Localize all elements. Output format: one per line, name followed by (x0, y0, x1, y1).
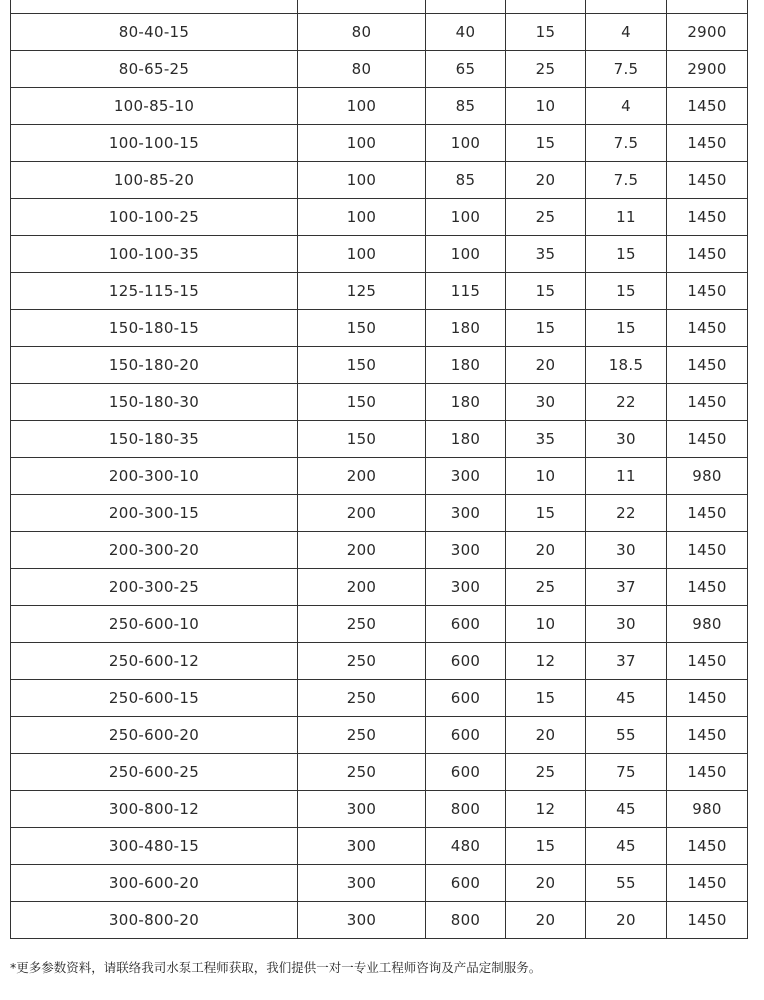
table-row (11, 310, 748, 347)
cell-power: 55 (586, 865, 667, 902)
cell-model: 80-65-25 (11, 51, 298, 88)
table-row (11, 495, 748, 532)
cell-power: 45 (586, 828, 667, 865)
cell-head: 20 (506, 717, 586, 754)
table-row (11, 828, 748, 865)
cell-diameter: 150 (298, 421, 426, 458)
table-row (11, 902, 748, 939)
cell-model: 300-800-12 (11, 791, 298, 828)
table-row (11, 421, 748, 458)
cell-model: 80-40-15 (11, 14, 298, 51)
cell-flow: 115 (426, 273, 506, 310)
cell-flow: 300 (426, 532, 506, 569)
cell-flow: 300 (426, 458, 506, 495)
cell-power: 30 (586, 421, 667, 458)
cell-power: 55 (586, 717, 667, 754)
table-row (11, 273, 748, 310)
cell-diameter: 150 (298, 347, 426, 384)
table-row (11, 606, 748, 643)
cell-diameter: 250 (298, 606, 426, 643)
cell-head: 15 (506, 125, 586, 162)
cell-diameter: 100 (298, 162, 426, 199)
table-row (11, 754, 748, 791)
cell-flow: 180 (426, 310, 506, 347)
cell-speed (667, 0, 748, 14)
cell-head: 12 (506, 643, 586, 680)
cell-diameter: 250 (298, 680, 426, 717)
cell-speed: 1450 (667, 236, 748, 273)
cell-speed: 1450 (667, 347, 748, 384)
cell-model: 150-180-20 (11, 347, 298, 384)
cell-power: 15 (586, 273, 667, 310)
cell-diameter: 300 (298, 791, 426, 828)
cell-head: 25 (506, 569, 586, 606)
cell-head: 35 (506, 421, 586, 458)
cell-power: 22 (586, 384, 667, 421)
cell-model: 125-115-15 (11, 273, 298, 310)
cell-diameter: 200 (298, 495, 426, 532)
cell-power (586, 0, 667, 14)
cell-flow: 180 (426, 384, 506, 421)
cell-flow: 600 (426, 865, 506, 902)
cell-flow: 600 (426, 606, 506, 643)
cell-model: 100-100-25 (11, 199, 298, 236)
cell-speed: 1450 (667, 384, 748, 421)
cell-flow: 480 (426, 828, 506, 865)
cell-model: 300-600-20 (11, 865, 298, 902)
cell-speed: 980 (667, 606, 748, 643)
cell-model: 200-300-15 (11, 495, 298, 532)
cell-head: 15 (506, 680, 586, 717)
cell-diameter: 250 (298, 717, 426, 754)
cell-flow: 180 (426, 347, 506, 384)
cell-head: 15 (506, 14, 586, 51)
cell-flow: 600 (426, 754, 506, 791)
cell-head: 20 (506, 532, 586, 569)
cell-model: 300-480-15 (11, 828, 298, 865)
cell-speed: 1450 (667, 310, 748, 347)
cell-speed: 1450 (667, 199, 748, 236)
cell-diameter: 200 (298, 458, 426, 495)
cell-diameter: 250 (298, 643, 426, 680)
cell-speed: 1450 (667, 532, 748, 569)
cell-diameter: 200 (298, 532, 426, 569)
cell-speed: 1450 (667, 162, 748, 199)
cell-model: 300-800-20 (11, 902, 298, 939)
cell-power: 75 (586, 754, 667, 791)
cell-head: 15 (506, 273, 586, 310)
cell-diameter: 100 (298, 199, 426, 236)
cell-head: 15 (506, 495, 586, 532)
cell-head (506, 0, 586, 14)
cell-model (11, 0, 298, 14)
cell-diameter: 300 (298, 828, 426, 865)
spec-table-body (11, 0, 748, 939)
cell-model: 100-100-35 (11, 236, 298, 273)
cell-speed: 2900 (667, 51, 748, 88)
cell-power: 20 (586, 902, 667, 939)
cell-head: 20 (506, 347, 586, 384)
cell-model: 200-300-25 (11, 569, 298, 606)
cell-head: 10 (506, 606, 586, 643)
table-row (11, 643, 748, 680)
cell-model: 100-85-10 (11, 88, 298, 125)
table-row (11, 199, 748, 236)
table-row (11, 0, 748, 14)
table-row (11, 717, 748, 754)
cell-power: 37 (586, 643, 667, 680)
footer-note: *更多参数资料，请联络我司水泵工程师获取，我们提供一对一专业工程师咨询及产品定制服务。 (10, 960, 542, 975)
table-row (11, 569, 748, 606)
spec-table-container (10, 0, 747, 939)
cell-head: 10 (506, 458, 586, 495)
table-row (11, 791, 748, 828)
cell-flow: 180 (426, 421, 506, 458)
cell-model: 200-300-10 (11, 458, 298, 495)
cell-model: 250-600-12 (11, 643, 298, 680)
cell-model: 150-180-30 (11, 384, 298, 421)
cell-power: 45 (586, 791, 667, 828)
table-row (11, 458, 748, 495)
table-row (11, 88, 748, 125)
cell-model: 200-300-20 (11, 532, 298, 569)
cell-flow: 600 (426, 680, 506, 717)
cell-head: 20 (506, 902, 586, 939)
cell-power: 7.5 (586, 51, 667, 88)
cell-power: 37 (586, 569, 667, 606)
cell-model: 250-600-15 (11, 680, 298, 717)
table-row (11, 347, 748, 384)
cell-speed: 1450 (667, 680, 748, 717)
cell-speed: 1450 (667, 125, 748, 162)
cell-speed: 1450 (667, 495, 748, 532)
cell-diameter: 80 (298, 14, 426, 51)
cell-power: 4 (586, 14, 667, 51)
cell-head: 30 (506, 384, 586, 421)
cell-head: 15 (506, 828, 586, 865)
cell-flow: 800 (426, 791, 506, 828)
cell-diameter: 100 (298, 88, 426, 125)
cell-speed: 980 (667, 458, 748, 495)
cell-power: 45 (586, 680, 667, 717)
table-row (11, 384, 748, 421)
cell-speed: 1450 (667, 643, 748, 680)
cell-power: 30 (586, 606, 667, 643)
cell-flow: 600 (426, 717, 506, 754)
cell-flow: 100 (426, 125, 506, 162)
cell-power: 4 (586, 88, 667, 125)
cell-model: 150-180-35 (11, 421, 298, 458)
cell-speed: 980 (667, 791, 748, 828)
cell-head: 12 (506, 791, 586, 828)
cell-flow: 40 (426, 14, 506, 51)
cell-head: 25 (506, 754, 586, 791)
table-row (11, 51, 748, 88)
cell-speed: 1450 (667, 273, 748, 310)
cell-power: 18.5 (586, 347, 667, 384)
cell-flow: 85 (426, 88, 506, 125)
cell-flow (426, 0, 506, 14)
cell-power: 30 (586, 532, 667, 569)
cell-model: 100-100-15 (11, 125, 298, 162)
cell-flow: 300 (426, 569, 506, 606)
cell-speed: 2900 (667, 14, 748, 51)
cell-diameter: 80 (298, 51, 426, 88)
cell-power: 15 (586, 236, 667, 273)
cell-diameter: 100 (298, 125, 426, 162)
cell-flow: 100 (426, 236, 506, 273)
cell-flow: 800 (426, 902, 506, 939)
table-row (11, 14, 748, 51)
cell-head: 25 (506, 51, 586, 88)
cell-diameter: 150 (298, 384, 426, 421)
cell-flow: 600 (426, 643, 506, 680)
cell-head: 20 (506, 162, 586, 199)
cell-speed: 1450 (667, 828, 748, 865)
cell-diameter: 200 (298, 569, 426, 606)
cell-flow: 100 (426, 199, 506, 236)
cell-speed: 1450 (667, 88, 748, 125)
cell-power: 7.5 (586, 125, 667, 162)
cell-model: 250-600-25 (11, 754, 298, 791)
cell-head: 10 (506, 88, 586, 125)
cell-speed: 1450 (667, 754, 748, 791)
cell-power: 15 (586, 310, 667, 347)
cell-diameter (298, 0, 426, 14)
cell-model: 250-600-20 (11, 717, 298, 754)
cell-power: 11 (586, 458, 667, 495)
table-row (11, 680, 748, 717)
table-row (11, 125, 748, 162)
cell-diameter: 300 (298, 902, 426, 939)
cell-flow: 65 (426, 51, 506, 88)
table-row (11, 865, 748, 902)
cell-head: 15 (506, 310, 586, 347)
cell-model: 100-85-20 (11, 162, 298, 199)
cell-model: 150-180-15 (11, 310, 298, 347)
table-row (11, 532, 748, 569)
cell-speed: 1450 (667, 865, 748, 902)
cell-diameter: 125 (298, 273, 426, 310)
cell-speed: 1450 (667, 569, 748, 606)
cell-head: 20 (506, 865, 586, 902)
cell-head: 35 (506, 236, 586, 273)
cell-power: 7.5 (586, 162, 667, 199)
cell-head: 25 (506, 199, 586, 236)
cell-speed: 1450 (667, 902, 748, 939)
table-row (11, 162, 748, 199)
cell-model: 250-600-10 (11, 606, 298, 643)
pump-spec-table (10, 0, 748, 939)
cell-diameter: 150 (298, 310, 426, 347)
table-row (11, 236, 748, 273)
cell-flow: 300 (426, 495, 506, 532)
cell-speed: 1450 (667, 421, 748, 458)
cell-diameter: 300 (298, 865, 426, 902)
cell-diameter: 100 (298, 236, 426, 273)
cell-power: 22 (586, 495, 667, 532)
cell-speed: 1450 (667, 717, 748, 754)
cell-diameter: 250 (298, 754, 426, 791)
cell-power: 11 (586, 199, 667, 236)
cell-flow: 85 (426, 162, 506, 199)
